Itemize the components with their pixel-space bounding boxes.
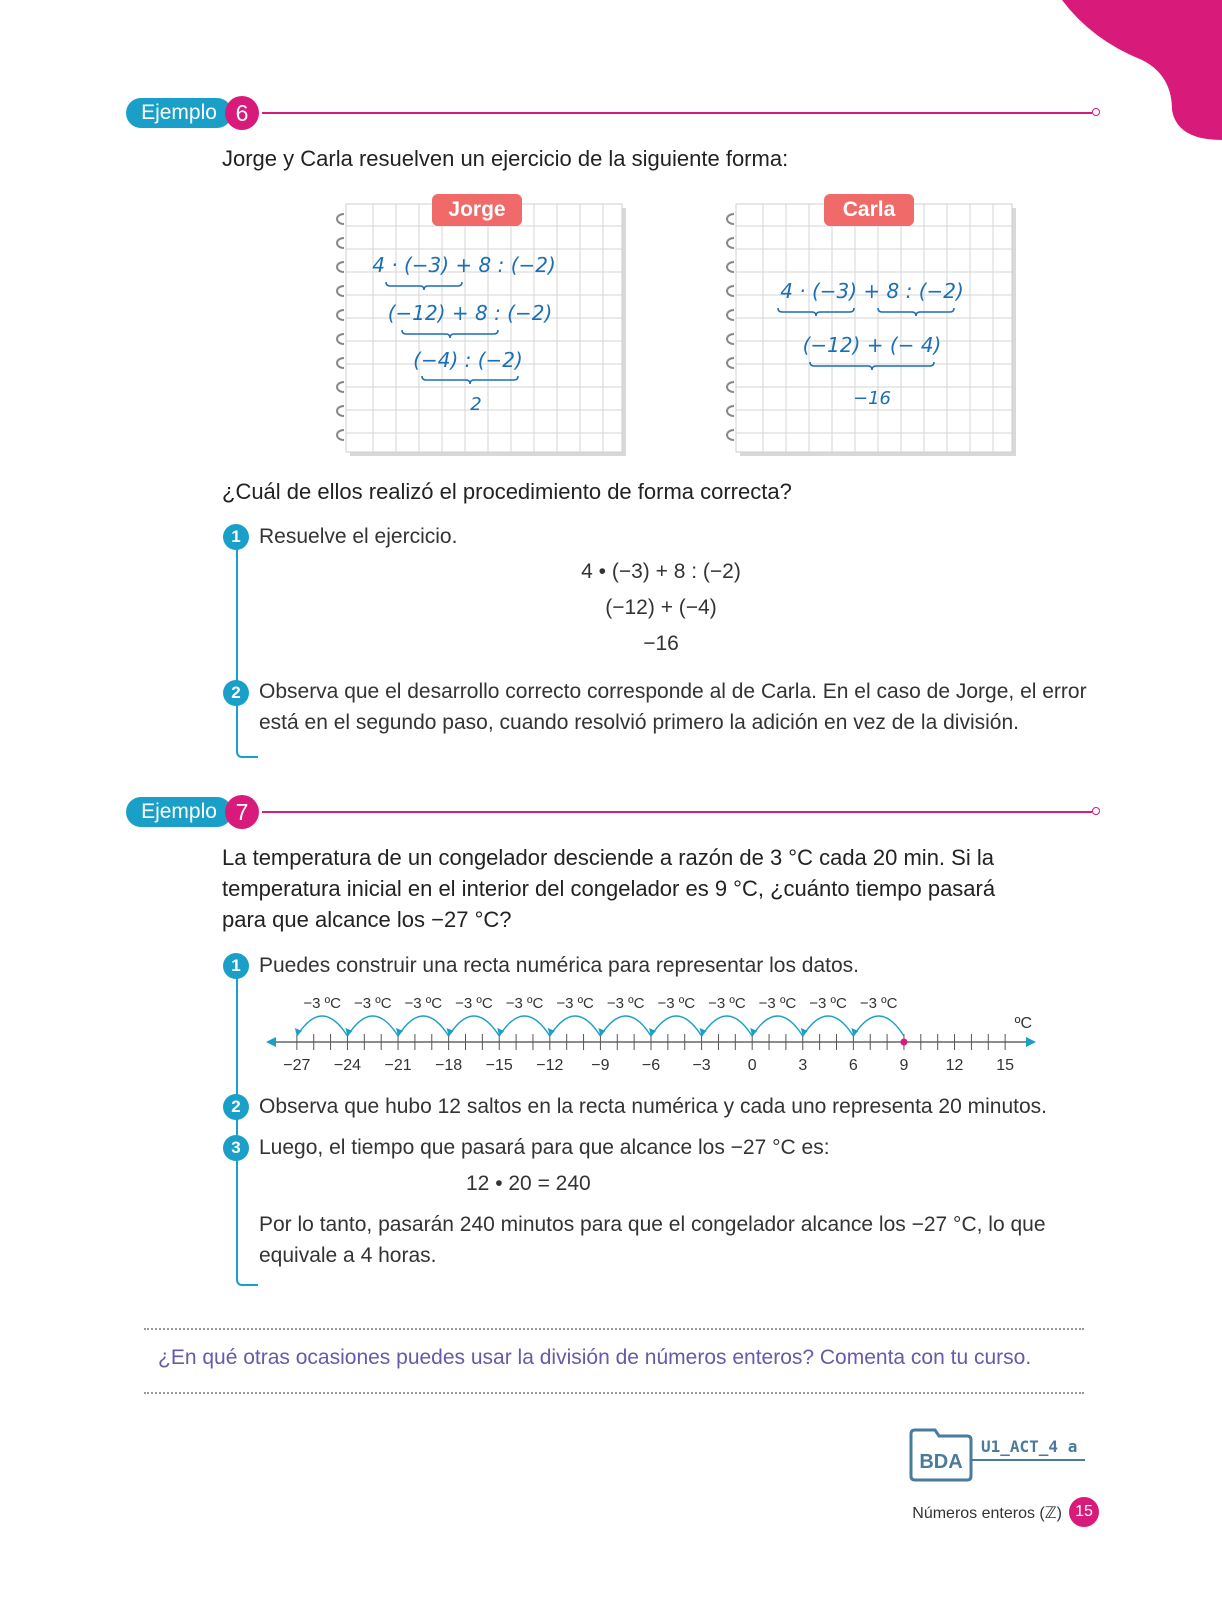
tick-label: −27 xyxy=(283,1057,311,1074)
page-number: 15 xyxy=(1069,1497,1099,1527)
math-line-1: 4 • (−3) + 8 : (−2) xyxy=(581,560,741,583)
section-divider xyxy=(262,811,1092,813)
jorge-line-1: 4 · (−3) + 8 : (−2) xyxy=(372,253,556,277)
jump-label: −3 ºC xyxy=(556,995,594,1012)
carla-notebook-graphic xyxy=(706,196,1018,460)
tick-label: −15 xyxy=(485,1057,513,1074)
jump-label: −3 ºC xyxy=(303,995,341,1012)
math-line-2: (−12) + (−4) xyxy=(605,596,717,619)
example-number: 6 xyxy=(225,96,259,130)
jump-label: −3 ºC xyxy=(758,995,797,1012)
tick-label: −9 xyxy=(591,1057,610,1074)
tick-label: −3 xyxy=(692,1057,711,1074)
example-label: Ejemplo xyxy=(126,98,232,128)
example-7-problem: La temperatura de un congelador desciende a razón de 3 °C cada 20 min. Si la temperatura inicial en el interior del congelador es 9 °C, ¿cuánto tiempo pasará para que alcance los −27 °C? xyxy=(222,845,996,932)
carla-label: Carla xyxy=(824,194,914,226)
jump-arc xyxy=(449,1016,500,1036)
arrow-left-icon xyxy=(266,1037,276,1047)
jump-arc xyxy=(803,1016,854,1036)
step-bracket xyxy=(236,976,258,1286)
example-6-question: ¿Cuál de ellos realizó el procedimiento de forma correcta? xyxy=(222,479,792,504)
carla-line-3: −16 xyxy=(853,388,891,409)
jorge-notebook xyxy=(316,196,628,465)
jorge-label: Jorge xyxy=(432,194,522,226)
jump-arc xyxy=(499,1016,550,1036)
step-2-text: Observa que hubo 12 saltos en la recta numérica y cada uno representa 20 minutos. xyxy=(259,1095,1047,1118)
footer-title: Números enteros (ℤ) xyxy=(912,1505,1062,1522)
jump-label: −3 ºC xyxy=(505,995,544,1012)
jump-label: −3 ºC xyxy=(455,995,493,1012)
jump-arc xyxy=(702,1016,753,1036)
tick-label: 15 xyxy=(996,1057,1015,1074)
tick-label: −6 xyxy=(641,1057,661,1074)
jump-label: −3 ºC xyxy=(657,995,696,1012)
example-label: Ejemplo xyxy=(126,797,232,827)
jorge-line-3: (−4) : (−2) xyxy=(413,348,523,372)
start-point xyxy=(900,1039,907,1046)
jump-label: −3 ºC xyxy=(404,995,443,1012)
step-number-1: 1 xyxy=(223,524,249,550)
jump-arc xyxy=(297,1016,348,1036)
jump-arc xyxy=(550,1016,601,1036)
step-number-2: 2 xyxy=(223,1094,249,1120)
bda-box xyxy=(907,1424,1087,1489)
jump-arc xyxy=(398,1016,449,1036)
jump-arc xyxy=(600,1016,651,1036)
discussion-question: ¿En qué otras ocasiones puedes usar la división de números enteros? Comenta con tu curso. xyxy=(158,1346,1032,1369)
arrow-right-icon xyxy=(1026,1037,1036,1047)
jorge-notebook-graphic xyxy=(316,196,628,460)
carla-line-1: 4 · (−3) + 8 : (−2) xyxy=(780,279,964,303)
dotted-divider xyxy=(144,1328,1084,1330)
tick-label: 12 xyxy=(945,1057,964,1074)
step-1-text: Resuelve el ejercicio. xyxy=(259,525,458,548)
bda-label: BDA xyxy=(919,1451,963,1473)
tick-label: −24 xyxy=(333,1057,362,1074)
step-2-text: Observa que el desarrollo correcto corresponde al de Carla. En el caso de Jorge, el error está en el segundo paso, cuando resolvió primero la adición en vez de la división. xyxy=(259,680,1087,734)
equation: 12 • 20 = 240 xyxy=(466,1172,591,1195)
carla-line-2: (−12) + (− 4) xyxy=(802,333,942,357)
step-number-1: 1 xyxy=(223,953,249,979)
jump-label: −3 ºC xyxy=(859,995,898,1012)
carla-notebook xyxy=(706,196,1018,465)
jump-label: −3 ºC xyxy=(353,995,392,1012)
step-bracket xyxy=(236,542,258,758)
jump-label: −3 ºC xyxy=(606,995,645,1012)
jorge-line-2: (−12) + 8 : (−2) xyxy=(387,301,553,325)
divider-end-dot xyxy=(1092,108,1100,116)
step-number-3: 3 xyxy=(223,1135,249,1161)
number-line xyxy=(260,990,1060,1080)
conclusion-text: Por lo tanto, pasarán 240 minutos para que el congelador alcance los −27 °C, lo que equivale a 4 horas. xyxy=(259,1213,1046,1267)
tick-label: 9 xyxy=(899,1057,909,1074)
tick-label: 6 xyxy=(848,1057,858,1074)
step-3-text: Luego, el tiempo que pasará para que alcance los −27 °C es: xyxy=(259,1136,830,1159)
jump-arc xyxy=(651,1016,702,1036)
jump-arc xyxy=(853,1016,904,1036)
jorge-line-4: 2 xyxy=(470,394,482,415)
dotted-divider xyxy=(144,1392,1084,1394)
corner-decoration xyxy=(1022,0,1222,150)
step-number-2: 2 xyxy=(223,680,249,706)
jump-label: −3 ºC xyxy=(708,995,746,1012)
tick-label: 3 xyxy=(798,1057,808,1074)
bda-code[interactable]: U1_ACT_4 a 5 xyxy=(981,1437,1087,1456)
jump-arc xyxy=(752,1016,803,1036)
example-number: 7 xyxy=(225,795,259,829)
tick-label: −12 xyxy=(536,1057,564,1074)
section-divider xyxy=(262,112,1092,114)
jump-label: −3 ºC xyxy=(809,995,847,1012)
divider-end-dot xyxy=(1092,807,1100,815)
unit-label: ºC xyxy=(1014,1015,1032,1032)
jump-arc xyxy=(347,1016,398,1036)
tick-label: −18 xyxy=(435,1057,463,1074)
math-line-3: −16 xyxy=(643,632,679,655)
example-6-intro: Jorge y Carla resuelven un ejercicio de la siguiente forma: xyxy=(222,146,789,171)
step-1-text: Puedes construir una recta numérica para representar los datos. xyxy=(259,954,859,977)
tick-label: 0 xyxy=(747,1057,757,1074)
tick-label: −21 xyxy=(384,1057,412,1074)
folder-icon xyxy=(907,1424,1087,1484)
